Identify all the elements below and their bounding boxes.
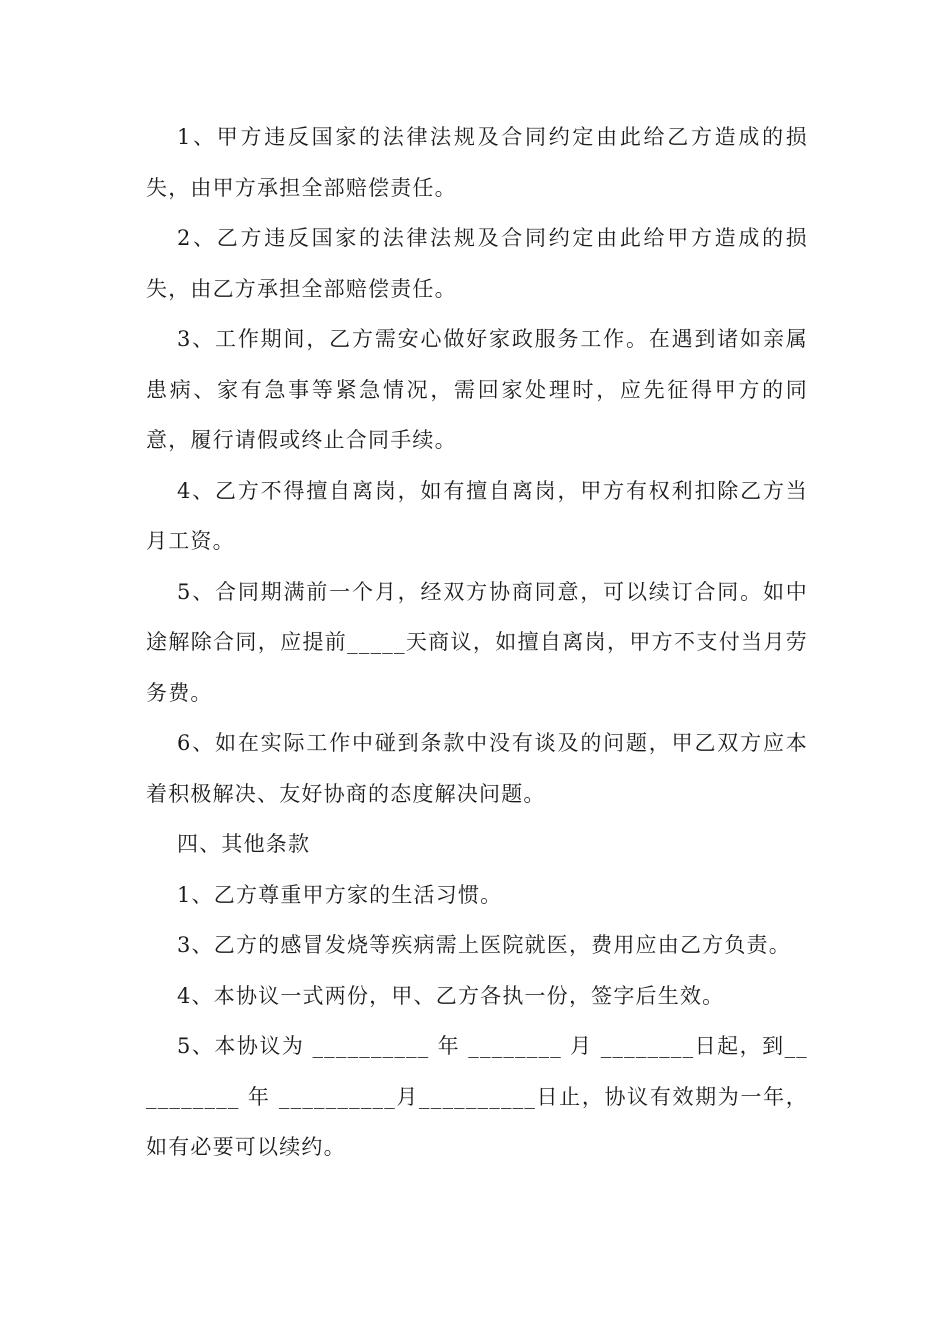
clause-1-paragraph: 1、甲方违反国家的法律法规及合同约定由此给乙方造成的损失，由甲方承担全部赔偿责任。 — [146, 125, 808, 200]
other-term-5-paragraph: 5、本协议为 __________ 年 ________ 月 ________日起，到__________ 年 __________月__________日止，协议有效期为一年，如有必要可以续约。 — [146, 1034, 808, 1159]
clause-3-paragraph: 3、工作期间，乙方需安心做好家政服务工作。在遇到诸如亲属患病、家有急事等紧急情况，需回家处理时，应先征得甲方的同意，履行请假或终止合同手续。 — [146, 327, 808, 452]
document-page — [146, 112, 808, 1173]
section-heading-other-terms: 四、其他条款 — [177, 832, 311, 856]
clause-6-paragraph: 6、如在实际工作中碰到条款中没有谈及的问题，甲乙双方应本着积极解决、友好协商的态度解决问题。 — [146, 731, 808, 806]
other-term-3-paragraph: 3、乙方的感冒发烧等疾病需上医院就医，费用应由乙方负责。 — [177, 933, 791, 957]
other-term-4-paragraph: 4、本协议一式两份，甲、乙方各执一份，签字后生效。 — [177, 983, 725, 1008]
clause-4-paragraph: 4、乙方不得擅自离岗，如有擅自离岗，甲方有权利扣除乙方当月工资。 — [146, 478, 808, 553]
clause-2-paragraph: 2、乙方违反国家的法律法规及合同约定由此给甲方造成的损失，由乙方承担全部赔偿责任。 — [146, 226, 808, 301]
clause-5-paragraph: 5、合同期满前一个月，经双方协商同意，可以续订合同。如中途解除合同，应提前_____天商议，如擅自离岗，甲方不支付当月劳务费。 — [146, 579, 808, 705]
other-term-1-paragraph: 1、乙方尊重甲方家的生活习惯。 — [177, 882, 503, 907]
